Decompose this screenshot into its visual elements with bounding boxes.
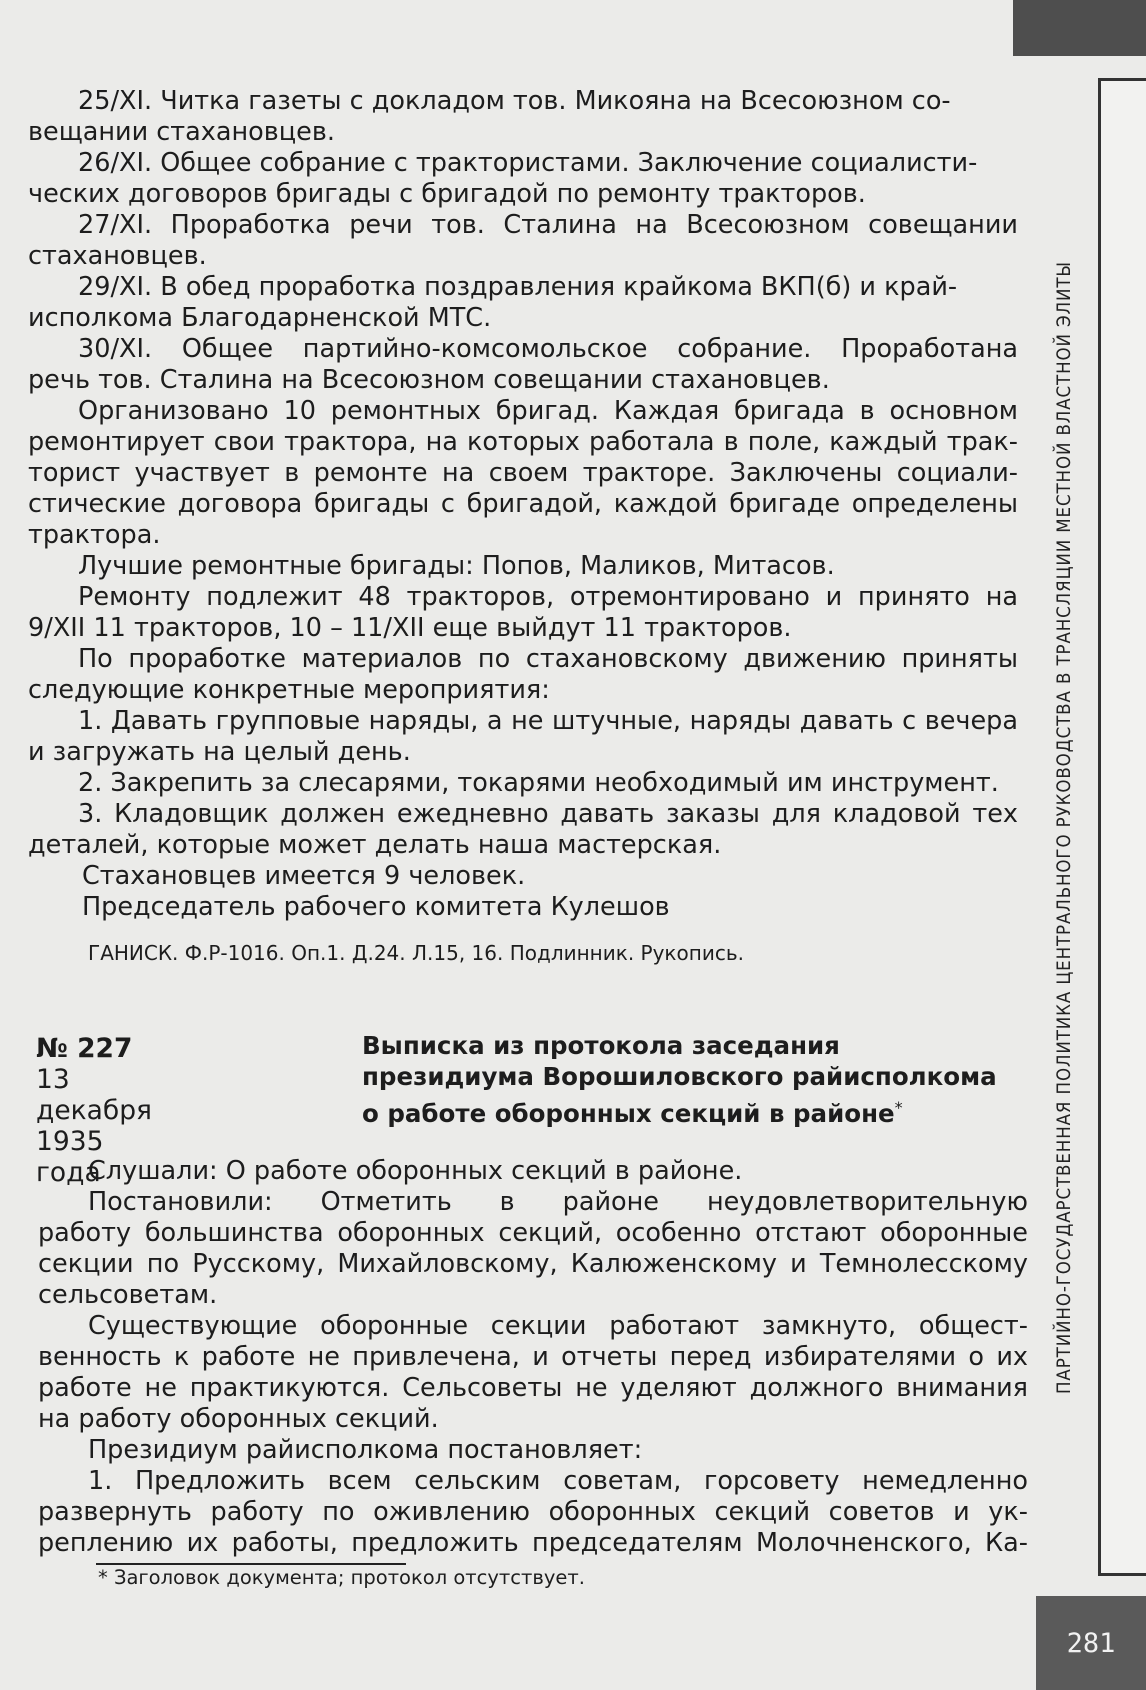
record-line: 27/XI. Проработка речи тов. Сталина на Всесоюзном совещании	[78, 210, 1018, 240]
record-line: исполкома Благодарненской МТС.	[28, 303, 492, 333]
body-line: секции по Русскому, Михайловскому, Калюженскому и Темнолесскому	[38, 1249, 1028, 1279]
archive-source: ГАНИСК. Ф.Р-1016. Оп.1. Д.24. Л.15, 16. Подлинник. Рукопись.	[88, 941, 744, 965]
record-line: ремонтирует свои трактора, на которых работала в поле, каждый трак-	[28, 427, 1018, 457]
document-title	[362, 1030, 1032, 1129]
record-line: стахановцев.	[28, 241, 207, 271]
corner-tab	[1013, 0, 1146, 56]
record-line: Лучшие ремонтные бригады: Попов, Маликов, Митасов.	[78, 551, 835, 581]
body-line: Существующие оборонные секции работают замкнуто, общест-	[88, 1311, 1028, 1341]
body-line: сельсоветам.	[38, 1280, 218, 1310]
record-line: речь тов. Сталина на Всесоюзном совещании стахановцев.	[28, 365, 830, 395]
record-line: 26/XI. Общее собрание с трактористами. Заключение социалисти-	[78, 148, 978, 178]
signature-line: Председатель рабочего комитета Кулешов	[82, 892, 670, 922]
record-line: стические договора бригады с бригадой, каждой бригаде определены	[28, 489, 1018, 519]
body-line: Постановили: Отметить в районе неудовлетворительную	[88, 1187, 1028, 1217]
body-line: работе не практикуются. Сельсоветы не уделяют должного внимания	[38, 1373, 1028, 1403]
record-line: Ремонту подлежит 48 тракторов, отремонтировано и принято на	[78, 582, 1018, 612]
body-line: Президиум райисполкома постановляет:	[88, 1435, 643, 1465]
record-line: Стахановцев имеется 9 человек.	[82, 861, 526, 891]
record-line: Организовано 10 ремонтных бригад. Каждая бригада в основном	[78, 396, 1018, 426]
record-line: вещании стахановцев.	[28, 117, 335, 147]
record-line: торист участвует в ремонте на своем тракторе. Заключены социали-	[28, 458, 1018, 488]
record-line: деталей, которые может делать наша мастерская.	[28, 830, 722, 860]
record-line: 3. Кладовщик должен ежедневно давать заказы для кладовой тех	[78, 799, 1018, 829]
body-line: венность к работе не привлечена, и отчеты перед избирателями о их	[38, 1342, 1028, 1372]
document-title-line: президиума Ворошиловского райисполкома	[362, 1062, 997, 1091]
document-date: 13 декабря	[36, 1064, 152, 1126]
running-header	[1036, 78, 1092, 1576]
body-line: реплению их работы, предложить председателям Молочненского, Ка-	[38, 1528, 1028, 1558]
body-line: 1. Предложить всем сельским советам, горсовету немедленно	[88, 1466, 1028, 1496]
body-line: на работу оборонных секций.	[38, 1404, 439, 1434]
record-line: следующие конкретные мероприятия:	[28, 675, 550, 705]
record-line: 1. Давать групповые наряды, а не штучные, наряды давать с вечера	[78, 706, 1018, 736]
body-line: работу большинства оборонных секций, особенно отстают оборонные	[38, 1218, 1028, 1248]
record-line: 30/XI. Общее партийно-комсомольское собрание. Проработана	[78, 334, 1018, 364]
record-line: 2. Закрепить за слесарями, токарями необходимый им инструмент.	[78, 768, 999, 798]
document-title-line: Выписка из протокола заседания	[362, 1031, 840, 1060]
footnote-mark: *	[894, 1098, 903, 1117]
page-number: 281	[1036, 1596, 1146, 1690]
body-line: Слушали: О работе оборонных секций в районе.	[88, 1156, 743, 1186]
record-line: трактора.	[28, 520, 161, 550]
record-line: ческих договоров бригады с бригадой по ремонту тракторов.	[28, 179, 866, 209]
footnote: * Заголовок документа; протокол отсутствует.	[98, 1566, 585, 1589]
side-frame	[1098, 78, 1146, 1576]
document-year: 1935 года	[36, 1126, 104, 1188]
document-number: № 227	[36, 1033, 133, 1064]
record-line: 9/XII 11 тракторов, 10 – 11/XII еще выйдут 11 тракторов.	[28, 613, 792, 643]
record-line: По проработке материалов по стахановскому движению приняты	[78, 644, 1018, 674]
record-line: 25/XI. Читка газеты с докладом тов. Микояна на Всесоюзном со-	[78, 86, 951, 116]
record-line: 29/XI. В обед проработка поздравления крайкома ВКП(б) и край-	[78, 272, 958, 302]
footnote-rule	[96, 1563, 406, 1565]
document-title-line: о работе оборонных секций в районе*	[362, 1098, 903, 1129]
record-line: и загружать на целый день.	[28, 737, 411, 767]
running-header-text: ПАРТИЙНО-ГОСУДАРСТВЕННАЯ ПОЛИТИКА ЦЕНТРАЛЬНОГО РУКОВОДСТВА В ТРАНСЛЯЦИИ МЕСТНОЙ ВЛАСТНОЙ ЭЛИТЫ	[1053, 260, 1075, 1394]
body-line: развернуть работу по оживлению оборонных секций советов и ук-	[38, 1497, 1028, 1527]
